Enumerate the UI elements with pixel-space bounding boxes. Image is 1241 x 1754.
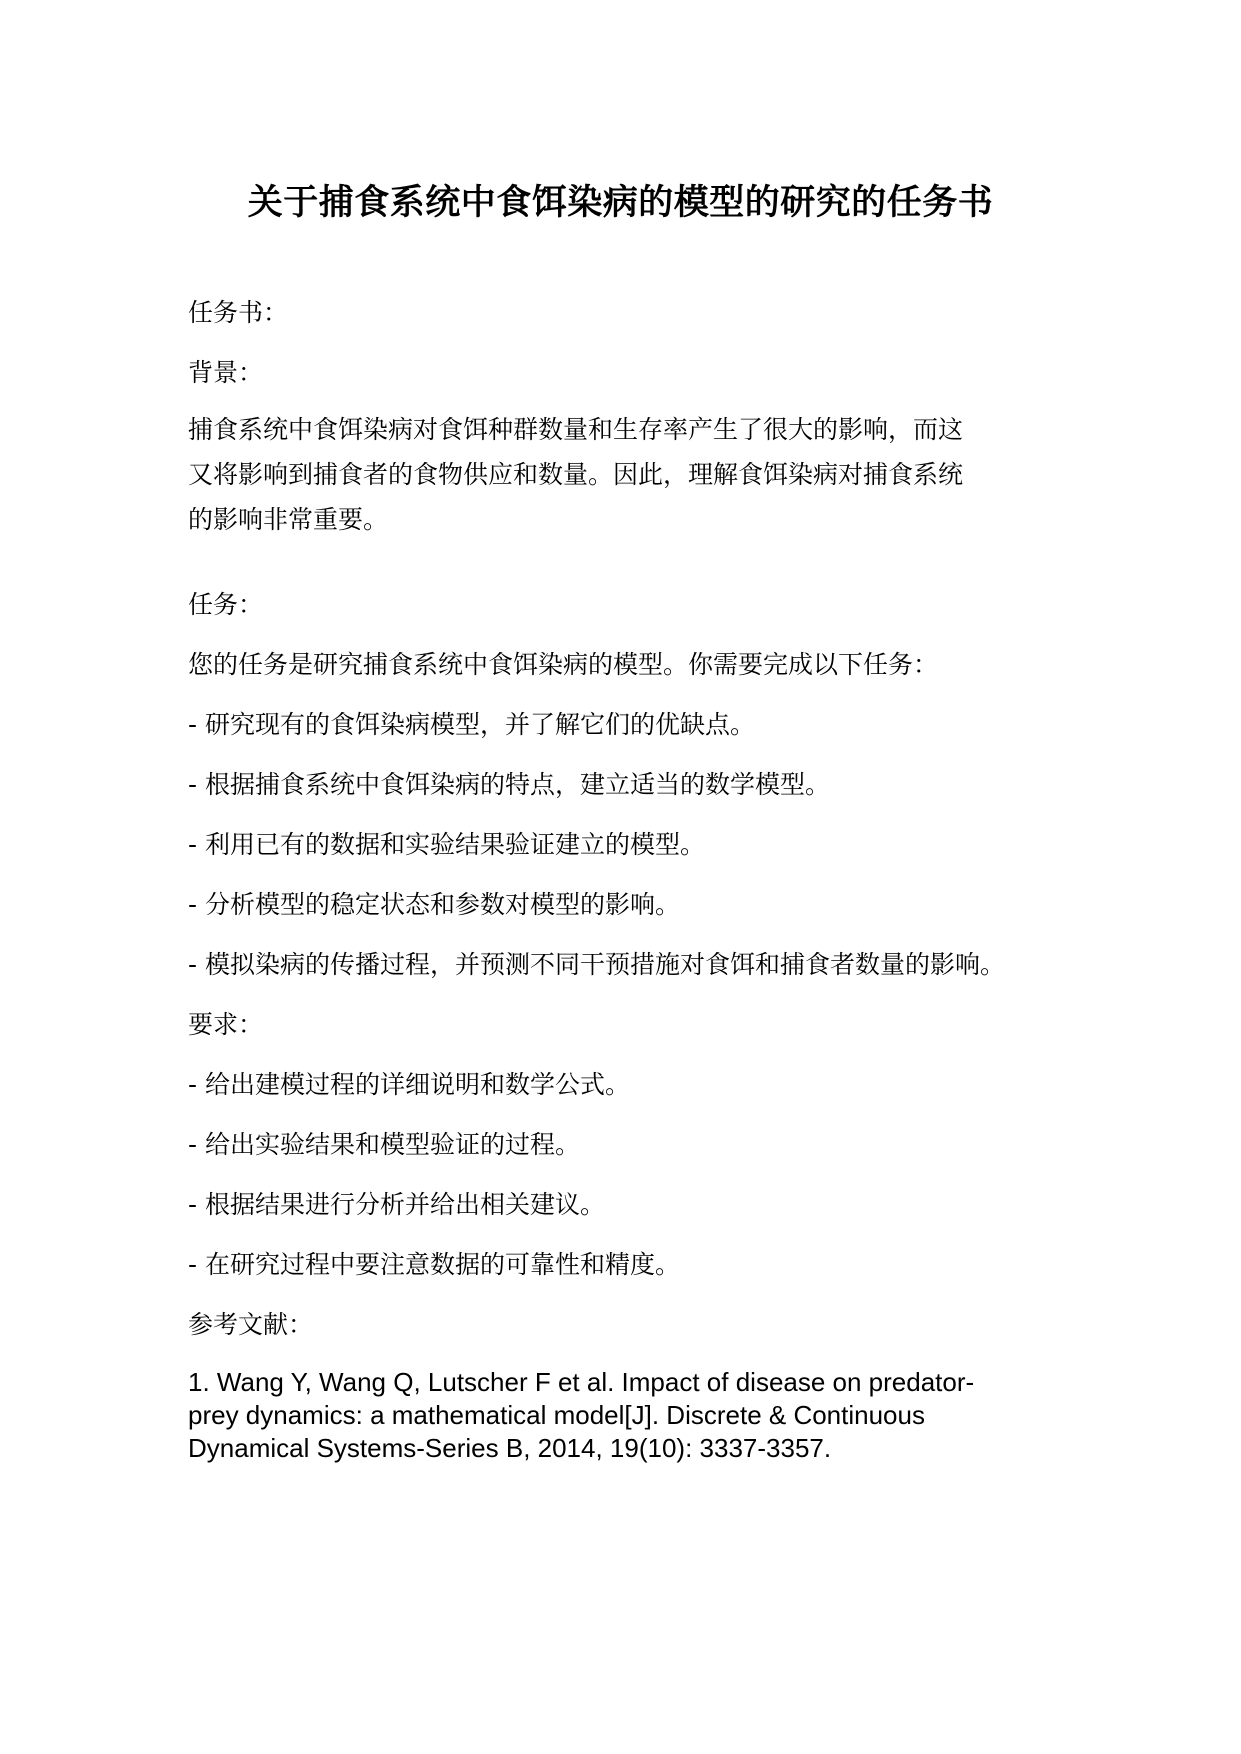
- task-item: - 根据捕食系统中食饵染病的特点，建立适当的数学模型。: [188, 770, 830, 799]
- requirement-item: - 在研究过程中要注意数据的可靠性和精度。: [188, 1250, 680, 1279]
- reference-line: prey dynamics: a mathematical model[J]. Discrete & Continuous: [188, 1400, 925, 1430]
- requirement-item: - 给出实验结果和模型验证的过程。: [188, 1130, 580, 1159]
- heading-requirements: 要求：: [188, 1010, 264, 1039]
- background-line: 又将影响到捕食者的食物供应和数量。因此，理解食饵染病对捕食系统: [188, 460, 964, 489]
- requirement-item: - 给出建模过程的详细说明和数学公式。: [188, 1070, 630, 1099]
- heading-background: 背景：: [188, 358, 264, 387]
- background-paragraph: [188, 407, 1048, 542]
- task-intro: 您的任务是研究捕食系统中食饵染病的模型。你需要完成以下任务：: [188, 650, 939, 679]
- heading-references: 参考文献：: [188, 1310, 314, 1339]
- document-title: 关于捕食系统中食饵染病的模型的研究的任务书: [247, 183, 994, 223]
- background-line: 的影响非常重要。: [188, 505, 389, 534]
- heading-task: 任务：: [188, 590, 264, 619]
- task-item: - 模拟染病的传播过程，并预测不同干预措施对食饵和捕食者数量的影响。: [188, 950, 1005, 979]
- reference-line: 1. Wang Y, Wang Q, Lutscher F et al. Impact of disease on predator-: [188, 1367, 975, 1397]
- background-line: 捕食系统中食饵染病对食饵种群数量和生存率产生了很大的影响，而这: [188, 415, 964, 444]
- task-item: - 分析模型的稳定状态和参数对模型的影响。: [188, 890, 680, 919]
- reference-entry: [188, 1366, 1048, 1465]
- task-item: - 研究现有的食饵染病模型，并了解它们的优缺点。: [188, 710, 755, 739]
- requirement-item: - 根据结果进行分析并给出相关建议。: [188, 1190, 605, 1219]
- task-item: - 利用已有的数据和实验结果验证建立的模型。: [188, 830, 705, 859]
- reference-line: Dynamical Systems-Series B, 2014, 19(10): 3337-3357.: [188, 1433, 832, 1463]
- heading-task-book: 任务书：: [188, 298, 289, 327]
